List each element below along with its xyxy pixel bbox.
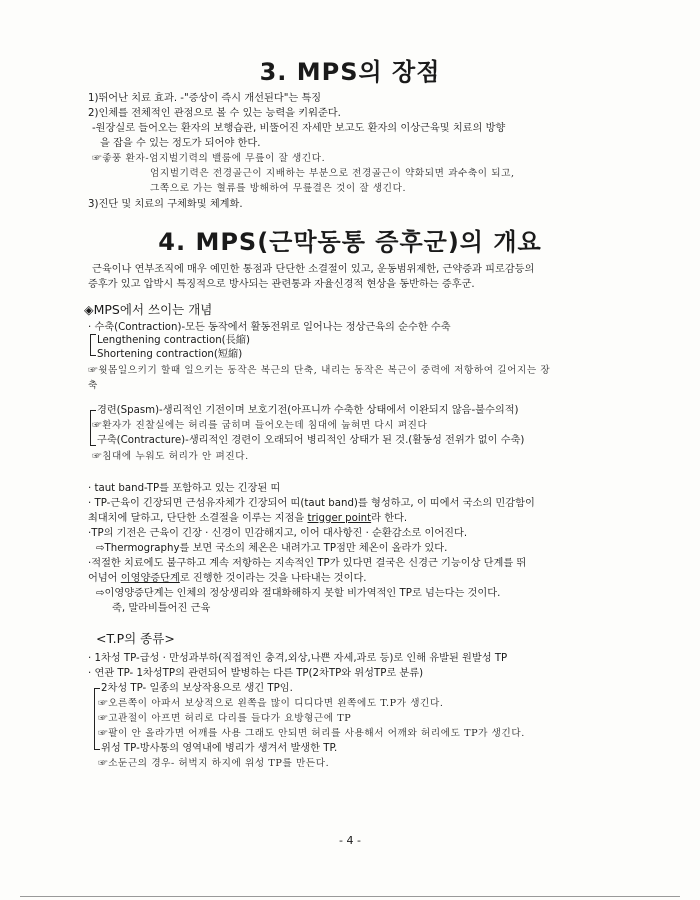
term-tp-mechanism: ·TP의 기전은 근육이 긴장 · 신경이 민감해지고, 이어 대사항진 · 순환감소로 이어진다. — [88, 528, 468, 539]
term-tp-1: · TP-근육이 긴장되면 근섬유자체가 긴장되어 띠(taut band)를 형성하고, 이 띠에서 국소의 민감함이 — [88, 498, 535, 509]
section3-line-4: 을 잡을 수 있는 정도가 되어야 한다. — [100, 138, 261, 149]
tp-related: · 연관 TP- 1차성TP의 관련되어 발병하는 다른 TP(2차TP와 위성TP로 분류) — [88, 668, 424, 679]
term-tp-2: 최대치에 달하고, 단단한 소결절을 이루는 지점을 trigger point라 한다. — [88, 513, 408, 524]
term-spasm: 경련(Spasm)-생리적인 기전이며 보호기전(아프니까 수축한 상태에서 이완되지 않음-불수의적) — [97, 405, 519, 416]
intro-line-2: 증후가 있고 압박시 특징적으로 방사되는 관련통과 자율신경적 현상을 동반하는 증후군. — [88, 279, 475, 290]
trigger-point-term: trigger point — [307, 513, 372, 524]
term-spasm-note: ☞환자가 진찰실에는 허리를 굽히며 들어오는데 침대에 눕혀면 다시 펴진다 — [92, 420, 428, 431]
section3-line-6: 엄지벌기력은 전경골근이 지배하는 부분으로 전경골근이 약화되면 과수축이 되고, — [150, 168, 515, 179]
term-dystrophy-note: ⇨이영양증단계는 인체의 정상생리와 절대화해하지 못할 비가역적인 TP로 넘는다는 것이다. — [96, 588, 501, 599]
tp-secondary-note-3: ☞팔이 안 올라가면 어깨를 사용 그래도 안되면 허리를 사용해서 어깨와 허리에도 TP가 생긴다. — [98, 728, 525, 739]
tp-primary: · 1차성 TP-급성 · 만성과부하(직접적인 충격,외상,나쁜 자세,과로 등)로 인해 유발된 원발성 TP — [88, 653, 508, 664]
tp-satellite: 위성 TP-방사통의 영역내에 병리가 생겨서 발생한 TP. — [101, 743, 338, 754]
tp-secondary: 2차성 TP- 일종의 보상작용으로 생긴 TP임. — [101, 683, 293, 694]
dystrophy-stage-term: 이영양증단계 — [120, 573, 180, 584]
section3-line-2: 2)인체를 전체적인 관점으로 볼 수 있는 능력을 키워준다. — [88, 108, 341, 119]
term-thermography: ⇨Thermography를 보면 국소의 체온은 내려가고 TP점만 체온이 올라가 있다. — [96, 543, 448, 554]
section3-line-7: 그쪽으로 가는 혈류를 방해하여 무릎결은 것이 잘 생긴다. — [150, 183, 407, 194]
term-contracture: 구축(Contracture)-생리적인 경련이 오래되어 병리적인 상태가 된 것.(활동성 전위가 없이 수축) — [97, 435, 525, 446]
term-shortening: Shortening contraction(短縮) — [97, 349, 243, 360]
tp-satellite-note: ☞소둔근의 경우- 허벅지 하지에 위성 TP를 만든다. — [98, 758, 330, 769]
term-lengthening: Lengthening contraction(長縮) — [97, 335, 251, 346]
term-contracture-note: ☞침대에 누워도 허리가 안 펴진다. — [92, 451, 249, 462]
term-contraction: · 수축(Contraction)-모든 동작에서 활동전위로 일어나는 정상근육의 순수한 수축 — [88, 322, 451, 333]
term-situp-note: ☞윗몸일으키기 할때 일으키는 동작은 복근의 단축, 내리는 동작은 복근이 중력에 저항하여 길어지는 장 — [88, 365, 551, 376]
bottom-divider — [20, 896, 680, 897]
section3-title: 3. MPS의 장점 — [259, 58, 441, 86]
terms-heading: ◈MPS에서 쓰이는 개념 — [84, 302, 213, 317]
term-taut-band: · taut band-TP를 포함하고 있는 긴장된 띠 — [88, 483, 281, 494]
section3-line-3: -원장실로 들어오는 환자의 보행습관, 비뚤어진 자세만 보고도 환자의 이상근육및 치료의 방향 — [92, 123, 506, 134]
term-situp-note-cont: 축 — [88, 380, 98, 391]
tp-types-heading: <T.P의 종류> — [96, 631, 175, 646]
term-persistent-tp-1: ·적절한 치료에도 불구하고 계속 저항하는 지속적인 TP가 있다면 결국은 신경근 기능이상 단계를 뛰 — [88, 558, 527, 569]
term-persistent-tp-2: 어넘어 이영양증단계로 진행한 것이라는 것을 나타내는 것이다. — [88, 573, 367, 584]
intro-line-1: 근육이나 연부조직에 매우 예민한 통점과 단단한 소결절이 있고, 운동범위제한, 근약증과 피로감등의 — [92, 264, 535, 275]
tp-secondary-note-2: ☞고관절이 아프면 허리로 다리를 들다가 요방형근에 TP — [98, 713, 352, 724]
section3-line-8: 3)진단 및 치료의 구체화및 체계화. — [88, 199, 243, 210]
tp-secondary-note-1: ☞오른쪽이 아파서 보상적으로 왼쪽을 많이 디디다면 왼쪽에도 T.P가 생긴다. — [98, 698, 444, 709]
bracket-contraction — [90, 334, 96, 356]
section3-line-5: ☞좋풍 환자-엄지벌기력의 밸룸에 무릎이 잘 생긴다. — [92, 153, 326, 164]
term-dystrophy-note-2: 죽, 말라비틀어진 근육 — [112, 603, 211, 614]
page-number: - 4 - — [339, 834, 361, 847]
section4-title: 4. MPS(근막동통 증후군)의 개요 — [158, 228, 542, 256]
section3-line-1: 1)뛰어난 치료 효과. -"증상이 즉시 개선된다"는 특징 — [88, 93, 322, 104]
